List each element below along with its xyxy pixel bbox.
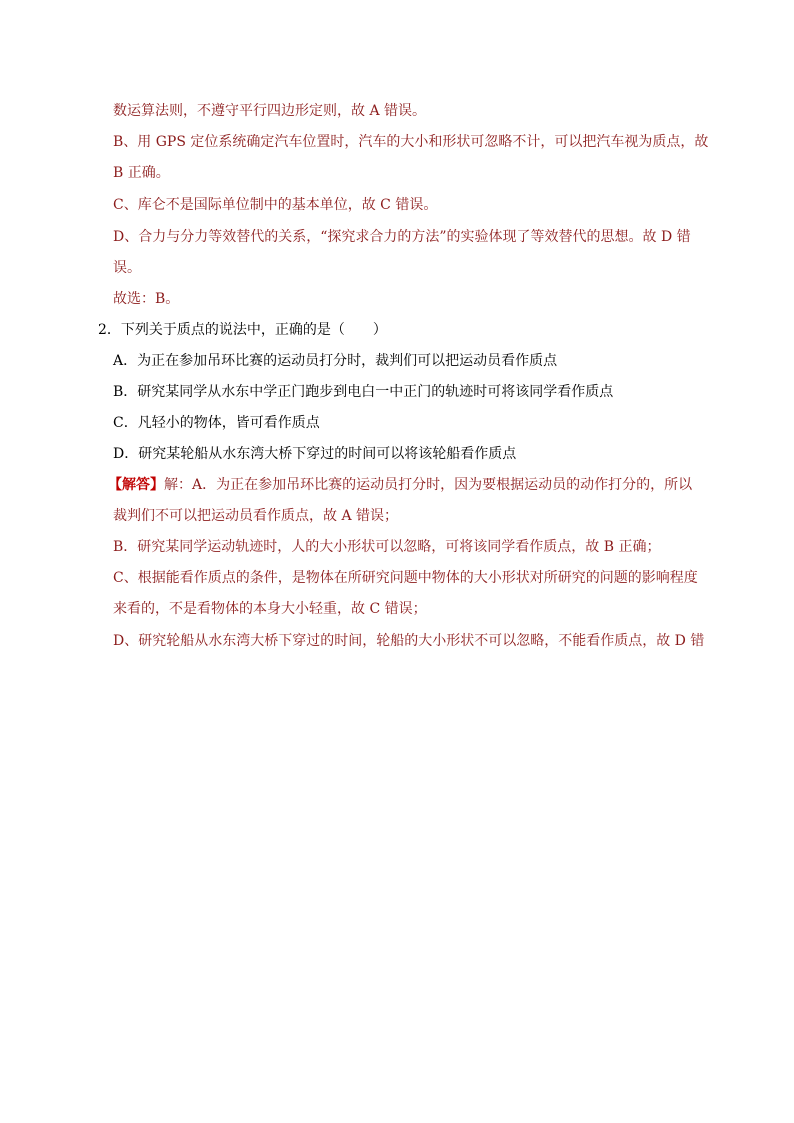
answer-line: C、根据能看作质点的条件，是物体在所研究问题中物体的大小形状对所研究的问题的影响程度: [113, 570, 698, 586]
explanation-line: B、用 GPS 定位系统确定汽车位置时，汽车的大小和形状可忽略不计，可以把汽车视为质点，故: [113, 134, 709, 150]
answer-line: 裁判们不可以把运动员看作质点，故 A 错误；: [113, 508, 399, 524]
explanation-line: D、合力与分力等效替代的关系，“探究求合力的方法”的实验体现了等效替代的思想。故 D 错: [113, 229, 691, 245]
explanation-line: C、库仑不是国际单位制中的基本单位，故 C 错误。: [113, 197, 438, 213]
explanation-line: B 正确。: [113, 165, 170, 181]
option-b: B．研究某同学从水东中学正门跑步到电白一中正门的轨迹时可将该同学看作质点: [113, 384, 614, 400]
option-c: C．凡轻小的物体，皆可看作质点: [113, 415, 320, 431]
final-choice: 故选：B。: [113, 291, 180, 307]
answer-text: 解：A．为正在参加吊环比赛的运动员打分时，因为要根据运动员的动作打分的，所以: [164, 477, 693, 493]
answer-first-line: [108, 475, 692, 495]
answer-tag: 【解答】: [108, 477, 164, 493]
answer-line: D、研究轮船从水东湾大桥下穿过的时间，轮船的大小形状不可以忽略，不能看作质点，故 D 错: [113, 633, 705, 649]
explanation-line: 数运算法则，不遵守平行四边形定则，故 A 错误。: [113, 103, 427, 119]
question-stem: 2．下列关于质点的说法中，正确的是（ ）: [98, 322, 387, 338]
answer-line: B．研究某同学运动轨迹时，人的大小形状可以忽略，可将该同学看作质点，故 B 正确；: [113, 539, 661, 555]
option-d: D．研究某轮船从水东湾大桥下穿过的时间可以将该轮船看作质点: [113, 446, 517, 462]
option-a: A．为正在参加吊环比赛的运动员打分时，裁判们可以把运动员看作质点: [113, 353, 558, 369]
answer-line: 来看的，不是看物体的本身大小轻重，故 C 错误；: [113, 601, 427, 617]
explanation-line: 误。: [113, 260, 141, 276]
